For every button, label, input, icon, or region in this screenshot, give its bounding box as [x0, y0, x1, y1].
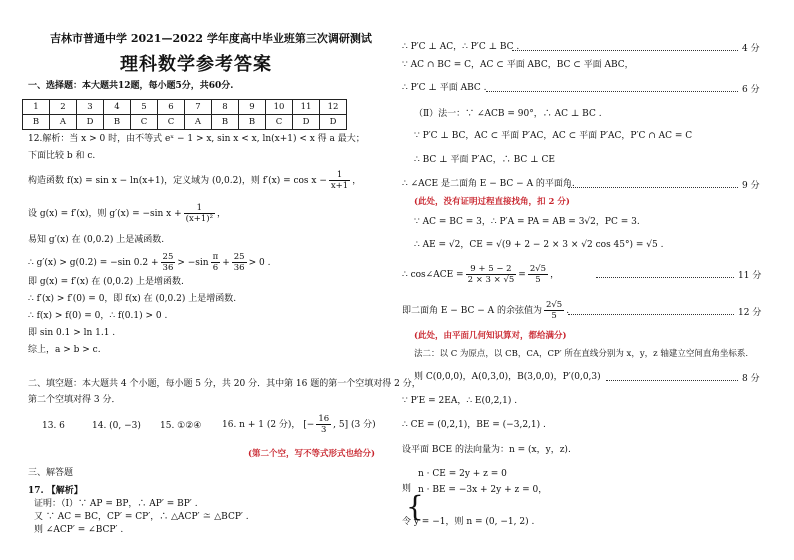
denominator: (x+1)² — [185, 214, 214, 224]
r-line-1: ∴ P′C ⊥ AC，∴ P′C ⊥ BC . — [402, 42, 520, 52]
text: > 0 . — [248, 258, 271, 268]
r-line-18 — [418, 484, 547, 496]
r-line-3: ∴ P′C ⊥ 平面 ABC . — [402, 83, 487, 93]
q12-line-11: 综上，a > b > c. — [28, 345, 101, 355]
r-line-6: ∴ BC ⊥ 平面 P′AC，∴ BC ⊥ CE — [414, 155, 555, 165]
qnum-cell: 9 — [239, 100, 266, 115]
denominator: 6 — [212, 263, 219, 273]
score-6: 6 分 — [742, 85, 760, 95]
section3-heading: 三、解答题 — [28, 468, 74, 478]
q12-line-6 — [28, 252, 270, 273]
numerator: 16 — [318, 414, 330, 424]
text: , 5] (3 分) — [333, 420, 376, 430]
text: ， — [352, 176, 362, 186]
numerator: 25 — [162, 252, 174, 262]
dotted-leader — [486, 91, 738, 92]
section2-line-1: 二、填空题：本大题共 4 个小题，每小题 5 分，共 20 分．其中第 16 题的第一个空填对得 2 分， — [28, 379, 421, 389]
answer-table-answer-row — [23, 115, 347, 130]
answer-16-note: (第二个空，写不等式形式也给分) — [248, 449, 376, 459]
denominator: 3 — [321, 425, 327, 435]
q17-proof-2: 又 ∵ AC = BC，CP′ = CP′，∴ △ACP′ ≅ △BCP′ . — [34, 512, 249, 522]
fraction — [161, 252, 176, 273]
text: ∴ cos∠ACE = — [402, 270, 464, 280]
denominator: 5 — [535, 275, 541, 285]
q12-line-5: 易知 g′(x) 在 (0,0.2) 上是减函数. — [28, 235, 165, 245]
dotted-leader — [512, 50, 738, 51]
fraction — [316, 414, 331, 435]
text: 即二面角 E − BC − A 的余弦值为 — [402, 306, 542, 316]
fraction — [528, 264, 548, 285]
qnum-cell: 4 — [104, 100, 131, 115]
brace-symbol: { — [406, 490, 424, 523]
r-line-19: 则 — [402, 484, 412, 494]
text: ∴ g′(x) > g(0.2) = −sin 0.2 + — [28, 258, 159, 268]
answer-cell: B — [239, 115, 266, 130]
numerator: 2√5 — [545, 300, 563, 310]
dotted-leader — [596, 277, 734, 278]
r-line-2: ∵ AC ∩ BC = C，AC ⊂ 平面 ABC，BC ⊂ 平面 ABC， — [402, 60, 634, 70]
q12-line-8: ∴ f′(x) > f′(0) = 0，即 f(x) 在 (0,0.2) 上是增函数. — [28, 294, 237, 304]
numerator: 25 — [233, 252, 245, 262]
text: n · BE = −3x + 2y + z = 0 — [418, 485, 539, 495]
answer-cell: A — [50, 115, 77, 130]
section1-heading: 一、选择题：本大题共12题，每小题5分，共60分. — [28, 81, 234, 91]
text: ， — [550, 270, 560, 280]
r-line-14: ∵ P′E = 2EA，∴ E(0,2,1) . — [402, 396, 518, 406]
text: ， — [217, 209, 227, 219]
r-line-8: ∵ AC = BC = 3，∴ P′A = PA = AB = 3√2，PC = 3. — [414, 217, 640, 227]
fraction — [329, 170, 350, 191]
qnum-cell: 12 — [320, 100, 347, 115]
q12-line-9: ∴ f(x) > f(0) = 0，∴ f(0.1) > 0 . — [28, 311, 168, 321]
answer-cell: B — [104, 115, 131, 130]
score-12: 12 分 — [738, 308, 762, 318]
fraction — [184, 203, 215, 224]
r-line-10 — [402, 264, 559, 285]
r-note-1: (此处，没有证明过程直接找角，扣 2 分) — [414, 197, 570, 207]
answer-cell: D — [77, 115, 104, 130]
dotted-leader — [568, 314, 734, 315]
r-line-20: 令 y = −1，则 n = (0, −1, 2) . — [402, 517, 535, 527]
numerator: π — [212, 252, 219, 262]
text: 设 g(x) = f′(x)，则 g′(x) = −sin x + — [28, 209, 182, 219]
answer-cell: D — [293, 115, 320, 130]
fraction — [211, 252, 221, 273]
r-line-5: ∵ P′C ⊥ BC，AC ⊂ 平面 P′AC，AC ⊂ 平面 P′AC，P′C ∩ AC = C — [414, 131, 693, 141]
q12-line-1: 12.解析：当 x > 0 时，由不等式 eˣ − 1 > x, sin x < x, ln(x+1) < x 得 a 最大； — [28, 134, 365, 144]
q12-line-10: 即 sin 0.1 > ln 1.1 . — [28, 328, 116, 338]
denominator: 36 — [162, 263, 174, 273]
section2-line-2: 第二个空填对得 3 分． — [28, 395, 121, 405]
numerator: 9 + 5 − 2 — [466, 264, 517, 275]
text: . — [566, 306, 570, 316]
qnum-cell: 7 — [185, 100, 212, 115]
school-header: 吉林市普通中学 2021—2022 学年度高中毕业班第三次调研测试 — [50, 32, 372, 45]
qnum-cell: 5 — [131, 100, 158, 115]
denominator: 36 — [233, 263, 245, 273]
answer-cell: A — [185, 115, 212, 130]
answer-table — [22, 99, 347, 130]
numerator: 1 — [329, 170, 350, 181]
qnum-cell: 10 — [266, 100, 293, 115]
text: ， — [538, 485, 548, 495]
text: + — [222, 258, 230, 268]
text: 16. n + 1 (2 分)， [− — [222, 420, 315, 430]
qnum-cell: 3 — [77, 100, 104, 115]
q12-line-4 — [28, 203, 226, 224]
r-line-13: 则 C(0,0,0)，A(0,3,0)，B(3,0,0)，P′(0,0,3) — [414, 372, 601, 382]
q17-proof-1: 证明：（Ⅰ）∵ AP = BP，∴ AP′ = BP′ . — [34, 499, 198, 509]
qnum-cell: 8 — [212, 100, 239, 115]
answer-cell: B — [23, 115, 50, 130]
r-line-17: n · CE = 2y + z = 0 — [418, 469, 507, 479]
r-line-15: ∴ CE = (0,2,1)，BE = (−3,2,1) . — [402, 420, 546, 430]
denominator: 2 × 3 × √5 — [467, 275, 515, 285]
numerator: 2√5 — [529, 264, 547, 274]
qnum-cell: 1 — [23, 100, 50, 115]
answer-cell: C — [266, 115, 293, 130]
r-note-2: (此处，由平面几何知识算对，都给满分) — [414, 331, 567, 341]
q17-proof-3: 则 ∠ACP′ = ∠BCP′ . — [34, 525, 124, 535]
dotted-leader — [568, 187, 738, 188]
denominator: x+1 — [330, 181, 349, 191]
q12-line-3 — [28, 170, 361, 191]
dotted-leader — [606, 380, 738, 381]
r-line-12: 法二：以 C 为原点，以 CB，CA，CP′ 所在直线分别为 x，y，z 轴建立空间直角坐标系. — [414, 349, 749, 359]
r-line-16: 设平面 BCE 的法向量为：n = (x，y，z). — [402, 445, 571, 455]
q12-line-7: 即 g(x) = f′(x) 在 (0,0.2) 上是增函数. — [28, 277, 184, 287]
score-9: 9 分 — [742, 181, 760, 191]
answer-cell: C — [158, 115, 185, 130]
answer-13: 13. 6 — [42, 421, 65, 431]
fraction — [466, 264, 517, 285]
qnum-cell: 11 — [293, 100, 320, 115]
denominator: 5 — [551, 311, 557, 321]
score-11: 11 分 — [738, 271, 762, 281]
qnum-cell: 6 — [158, 100, 185, 115]
fraction — [232, 252, 247, 273]
qnum-cell: 2 — [50, 100, 77, 115]
score-8: 8 分 — [742, 374, 760, 384]
text: = — [518, 270, 526, 280]
r-line-9: ∴ AE = √2，CE = √(9 + 2 − 2 × 3 × √2 cos 45°) = √5 . — [414, 240, 664, 250]
answer-14: 14. (0, −3) — [92, 421, 141, 431]
r-line-11 — [402, 300, 569, 321]
answer-15: 15. ①②④ — [160, 421, 202, 431]
q17-heading: 17. 【解析】 — [28, 486, 83, 496]
fraction — [544, 300, 564, 321]
q12-line-2: 下面比较 b 和 c. — [28, 151, 96, 161]
answer-cell: C — [131, 115, 158, 130]
r-line-7: ∴ ∠ACE 是二面角 E − BC − A 的平面角. — [402, 179, 575, 189]
score-4: 4 分 — [742, 44, 760, 54]
text: 构造函数 f(x) = sin x − ln(x+1)，定义域为 (0,0.2)，则 f′(x) = cos x − — [28, 176, 327, 186]
answer-table-number-row — [23, 100, 347, 115]
page-title: 理科数学参考答案 — [120, 54, 272, 75]
text: > −sin — [177, 258, 209, 268]
r-line-4: （Ⅱ）法一：∵ ∠ACB = 90°，∴ AC ⊥ BC . — [414, 109, 602, 119]
numerator: 1 — [184, 203, 215, 214]
answer-16 — [222, 414, 376, 435]
answer-cell: D — [320, 115, 347, 130]
answer-cell: B — [212, 115, 239, 130]
